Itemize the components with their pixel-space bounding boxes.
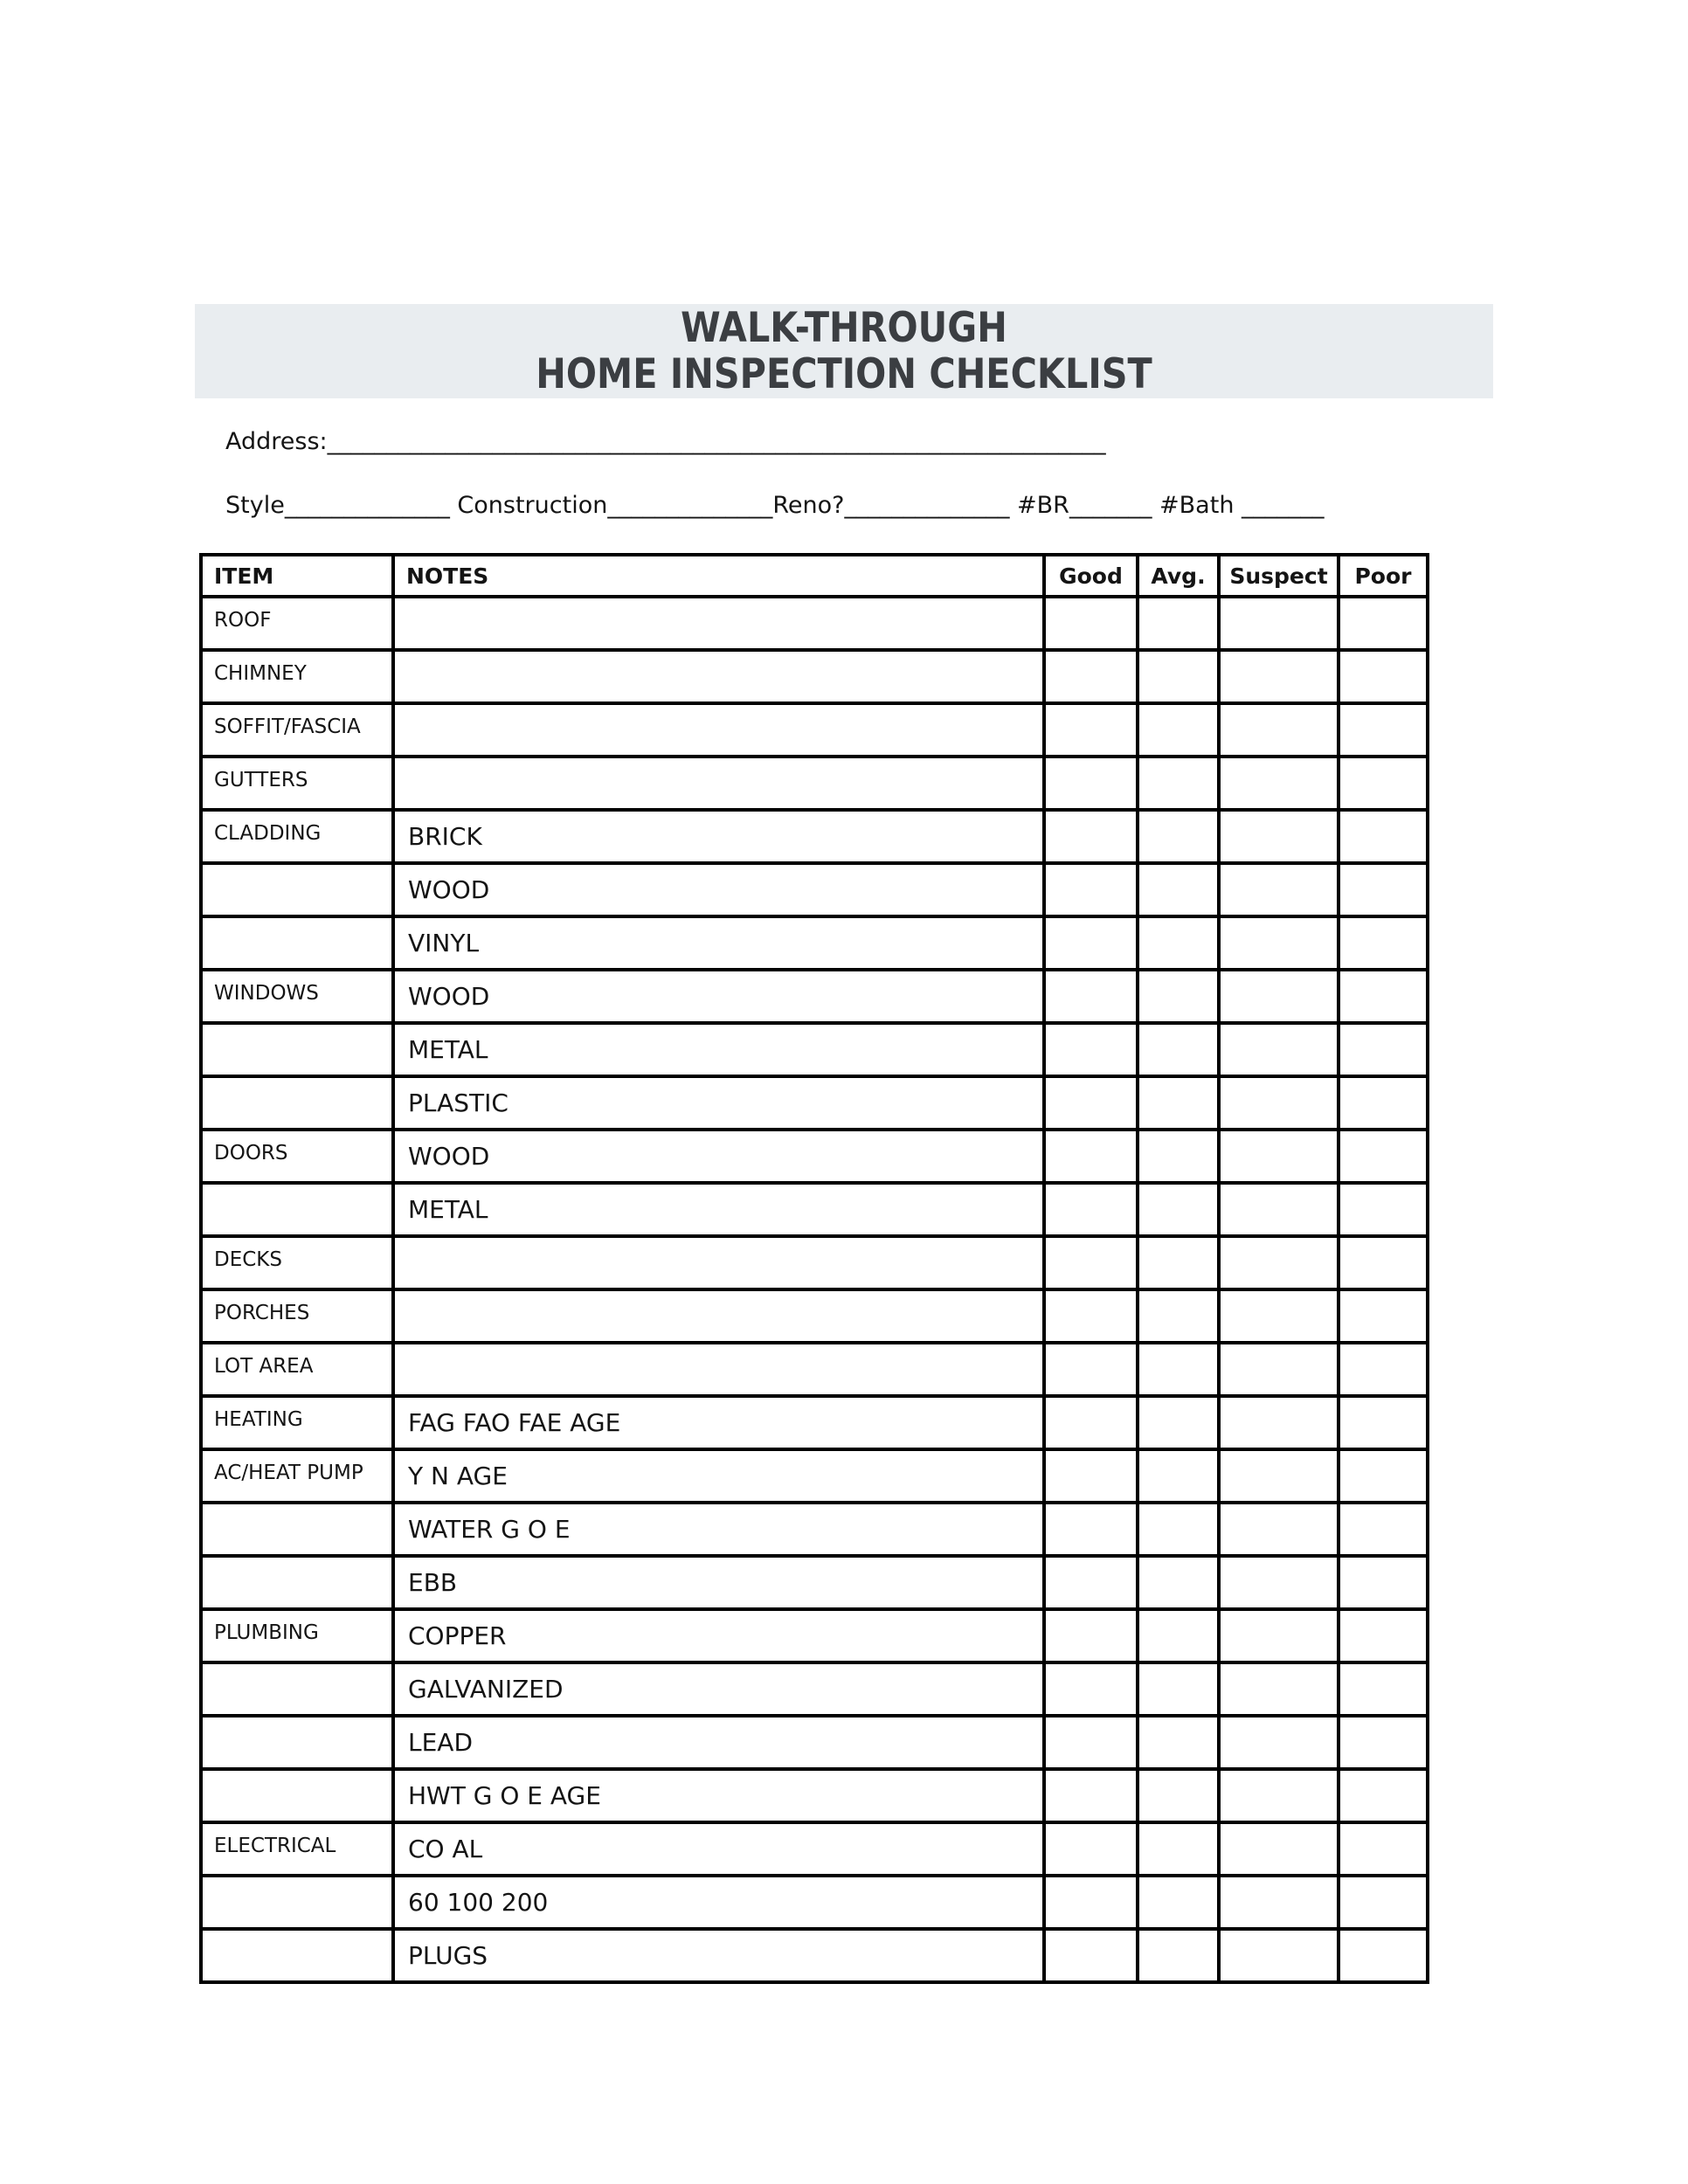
item-cell: PLUMBING [201,1609,393,1662]
item-cell: CHIMNEY [201,650,393,703]
rating-cell-suspect [1219,650,1339,703]
rating-cell-poor [1339,916,1428,970]
rating-cell-poor [1339,703,1428,757]
rating-cell-avg [1138,1449,1219,1503]
notes-cell [393,650,1044,703]
rating-cell-good [1044,1662,1138,1716]
table-row [201,1076,1428,1130]
rating-cell-avg [1138,1130,1219,1183]
table-row [201,970,1428,1023]
table-row [201,1130,1428,1183]
item-cell: HEATING [201,1396,393,1449]
rating-cell-avg [1138,757,1219,810]
checklist-body [201,597,1428,1982]
rating-cell-avg [1138,1023,1219,1076]
rating-cell-poor [1339,1876,1428,1929]
notes-cell: FAG FAO FAE AGE [393,1396,1044,1449]
rating-cell-good [1044,1236,1138,1289]
rating-cell-suspect [1219,1503,1339,1556]
rating-cell-poor [1339,1289,1428,1343]
br-label: #BR [1009,492,1069,519]
item-cell [201,1183,393,1236]
bath-label: #Bath [1152,492,1242,519]
rating-cell-good [1044,1716,1138,1769]
notes-cell: CO AL [393,1822,1044,1876]
rating-cell-poor [1339,810,1428,863]
item-cell [201,1662,393,1716]
item-cell: CLADDING [201,810,393,863]
rating-cell-poor [1339,1929,1428,1982]
rating-cell-suspect [1219,1716,1339,1769]
rating-cell-suspect [1219,1662,1339,1716]
column-header-avg: Avg. [1138,555,1219,597]
rating-cell-good [1044,1449,1138,1503]
item-cell [201,1929,393,1982]
rating-cell-suspect [1219,1769,1339,1822]
rating-cell-avg [1138,1662,1219,1716]
rating-cell-good [1044,1609,1138,1662]
rating-cell-avg [1138,1769,1219,1822]
item-cell [201,916,393,970]
rating-cell-suspect [1219,1929,1339,1982]
table-row [201,1183,1428,1236]
item-cell: DOORS [201,1130,393,1183]
rating-cell-poor [1339,1076,1428,1130]
notes-cell: WATER G O E [393,1503,1044,1556]
reno-blank-line: ______________ [844,492,1010,519]
notes-cell [393,1343,1044,1396]
bath-blank-line: _______ [1242,492,1325,519]
rating-cell-poor [1339,757,1428,810]
rating-cell-poor [1339,650,1428,703]
rating-cell-suspect [1219,810,1339,863]
item-cell: SOFFIT/FASCIA [201,703,393,757]
rating-cell-good [1044,703,1138,757]
table-row [201,757,1428,810]
rating-cell-avg [1138,1076,1219,1130]
table-row [201,1449,1428,1503]
rating-cell-suspect [1219,1183,1339,1236]
rating-cell-suspect [1219,1876,1339,1929]
rating-cell-suspect [1219,1609,1339,1662]
rating-cell-avg [1138,597,1219,650]
rating-cell-poor [1339,1822,1428,1876]
rating-cell-good [1044,1076,1138,1130]
rating-cell-avg [1138,970,1219,1023]
item-cell [201,863,393,916]
notes-cell: EBB [393,1556,1044,1609]
notes-cell: WOOD [393,863,1044,916]
item-cell: DECKS [201,1236,393,1289]
rating-cell-suspect [1219,1396,1339,1449]
rating-cell-suspect [1219,1822,1339,1876]
rating-cell-suspect [1219,1130,1339,1183]
notes-cell: WOOD [393,1130,1044,1183]
table-row [201,1716,1428,1769]
title-banner [195,304,1493,398]
address-row [225,428,1106,455]
style-blank-line: ______________ [284,492,450,519]
item-cell [201,1876,393,1929]
table-row [201,1822,1428,1876]
item-cell: ELECTRICAL [201,1822,393,1876]
rating-cell-poor [1339,1662,1428,1716]
page-title-line2: HOME INSPECTION CHECKLIST [536,350,1152,398]
rating-cell-suspect [1219,1076,1339,1130]
table-row [201,1023,1428,1076]
rating-cell-poor [1339,863,1428,916]
rating-cell-poor [1339,1503,1428,1556]
table-row [201,810,1428,863]
table-row [201,1343,1428,1396]
rating-cell-good [1044,757,1138,810]
table-row [201,863,1428,916]
notes-cell: WOOD [393,970,1044,1023]
table-row [201,703,1428,757]
rating-cell-good [1044,1183,1138,1236]
table-row [201,1503,1428,1556]
notes-cell [393,1236,1044,1289]
rating-cell-poor [1339,1130,1428,1183]
rating-cell-avg [1138,810,1219,863]
rating-cell-poor [1339,970,1428,1023]
rating-cell-suspect [1219,597,1339,650]
notes-cell: HWT G O E AGE [393,1769,1044,1822]
item-cell: ROOF [201,597,393,650]
item-cell [201,1503,393,1556]
table-row [201,1289,1428,1343]
column-header-good: Good [1044,555,1138,597]
rating-cell-good [1044,597,1138,650]
page-title-line1: WALK-THROUGH [681,304,1007,352]
rating-cell-good [1044,1876,1138,1929]
rating-cell-avg [1138,916,1219,970]
br-blank-line: _______ [1069,492,1152,519]
rating-cell-poor [1339,1023,1428,1076]
rating-cell-avg [1138,1289,1219,1343]
rating-cell-good [1044,810,1138,863]
notes-cell: BRICK [393,810,1044,863]
address-label: Address: [225,428,328,455]
reno-label: Reno? [772,492,845,519]
notes-cell [393,757,1044,810]
item-cell: AC/HEAT PUMP [201,1449,393,1503]
rating-cell-suspect [1219,1343,1339,1396]
column-header-item: ITEM [201,555,393,597]
style-label: Style [225,492,285,519]
rating-cell-avg [1138,1396,1219,1449]
item-cell: GUTTERS [201,757,393,810]
table-row [201,1662,1428,1716]
item-cell [201,1556,393,1609]
notes-cell [393,597,1044,650]
item-cell: LOT AREA [201,1343,393,1396]
table-row [201,1769,1428,1822]
notes-cell: COPPER [393,1609,1044,1662]
rating-cell-suspect [1219,703,1339,757]
notes-cell: METAL [393,1183,1044,1236]
rating-cell-avg [1138,1236,1219,1289]
notes-cell: LEAD [393,1716,1044,1769]
item-cell: WINDOWS [201,970,393,1023]
rating-cell-good [1044,1396,1138,1449]
rating-cell-poor [1339,1236,1428,1289]
rating-cell-good [1044,650,1138,703]
rating-cell-good [1044,863,1138,916]
rating-cell-good [1044,1343,1138,1396]
column-header-notes: NOTES [393,555,1044,597]
rating-cell-avg [1138,1822,1219,1876]
notes-cell: Y N AGE [393,1449,1044,1503]
rating-cell-poor [1339,1716,1428,1769]
rating-cell-suspect [1219,970,1339,1023]
table-row [201,650,1428,703]
rating-cell-good [1044,970,1138,1023]
table-row [201,1929,1428,1982]
table-row [201,1236,1428,1289]
table-header-row [201,555,1428,597]
rating-cell-avg [1138,650,1219,703]
table-row [201,1876,1428,1929]
column-header-suspect: Suspect [1219,555,1339,597]
rating-cell-avg [1138,703,1219,757]
notes-cell: 60 100 200 [393,1876,1044,1929]
table-row [201,1556,1428,1609]
notes-cell: VINYL [393,916,1044,970]
rating-cell-suspect [1219,1289,1339,1343]
notes-cell: PLUGS [393,1929,1044,1982]
rating-cell-avg [1138,1556,1219,1609]
notes-cell: GALVANIZED [393,1662,1044,1716]
notes-cell: PLASTIC [393,1076,1044,1130]
rating-cell-poor [1339,1183,1428,1236]
rating-cell-suspect [1219,1023,1339,1076]
rating-cell-avg [1138,1183,1219,1236]
rating-cell-poor [1339,1396,1428,1449]
rating-cell-avg [1138,1343,1219,1396]
rating-cell-avg [1138,863,1219,916]
rating-cell-suspect [1219,863,1339,916]
table-row [201,1609,1428,1662]
rating-cell-suspect [1219,1556,1339,1609]
item-cell [201,1076,393,1130]
rating-cell-poor [1339,1769,1428,1822]
style-row [225,492,1325,519]
rating-cell-avg [1138,1929,1219,1982]
rating-cell-good [1044,1130,1138,1183]
construction-blank-line: ______________ [607,492,773,519]
rating-cell-poor [1339,1343,1428,1396]
inspection-checklist-table [199,553,1429,1984]
rating-cell-good [1044,1556,1138,1609]
notes-cell [393,1289,1044,1343]
rating-cell-suspect [1219,1449,1339,1503]
table-row [201,916,1428,970]
rating-cell-good [1044,1023,1138,1076]
rating-cell-suspect [1219,757,1339,810]
rating-cell-avg [1138,1503,1219,1556]
notes-cell: METAL [393,1023,1044,1076]
item-cell [201,1716,393,1769]
rating-cell-avg [1138,1876,1219,1929]
rating-cell-good [1044,1929,1138,1982]
address-blank-line: __________________________________________________________________ [327,428,1106,455]
item-cell: PORCHES [201,1289,393,1343]
rating-cell-avg [1138,1609,1219,1662]
table-row [201,597,1428,650]
rating-cell-good [1044,916,1138,970]
rating-cell-suspect [1219,916,1339,970]
item-cell [201,1023,393,1076]
rating-cell-poor [1339,597,1428,650]
item-cell [201,1769,393,1822]
rating-cell-poor [1339,1556,1428,1609]
notes-cell [393,703,1044,757]
construction-label: Construction [449,492,608,519]
column-header-poor: Poor [1339,555,1428,597]
rating-cell-good [1044,1769,1138,1822]
rating-cell-good [1044,1822,1138,1876]
rating-cell-good [1044,1503,1138,1556]
table-row [201,1396,1428,1449]
rating-cell-avg [1138,1716,1219,1769]
rating-cell-suspect [1219,1236,1339,1289]
rating-cell-poor [1339,1609,1428,1662]
rating-cell-poor [1339,1449,1428,1503]
rating-cell-good [1044,1289,1138,1343]
